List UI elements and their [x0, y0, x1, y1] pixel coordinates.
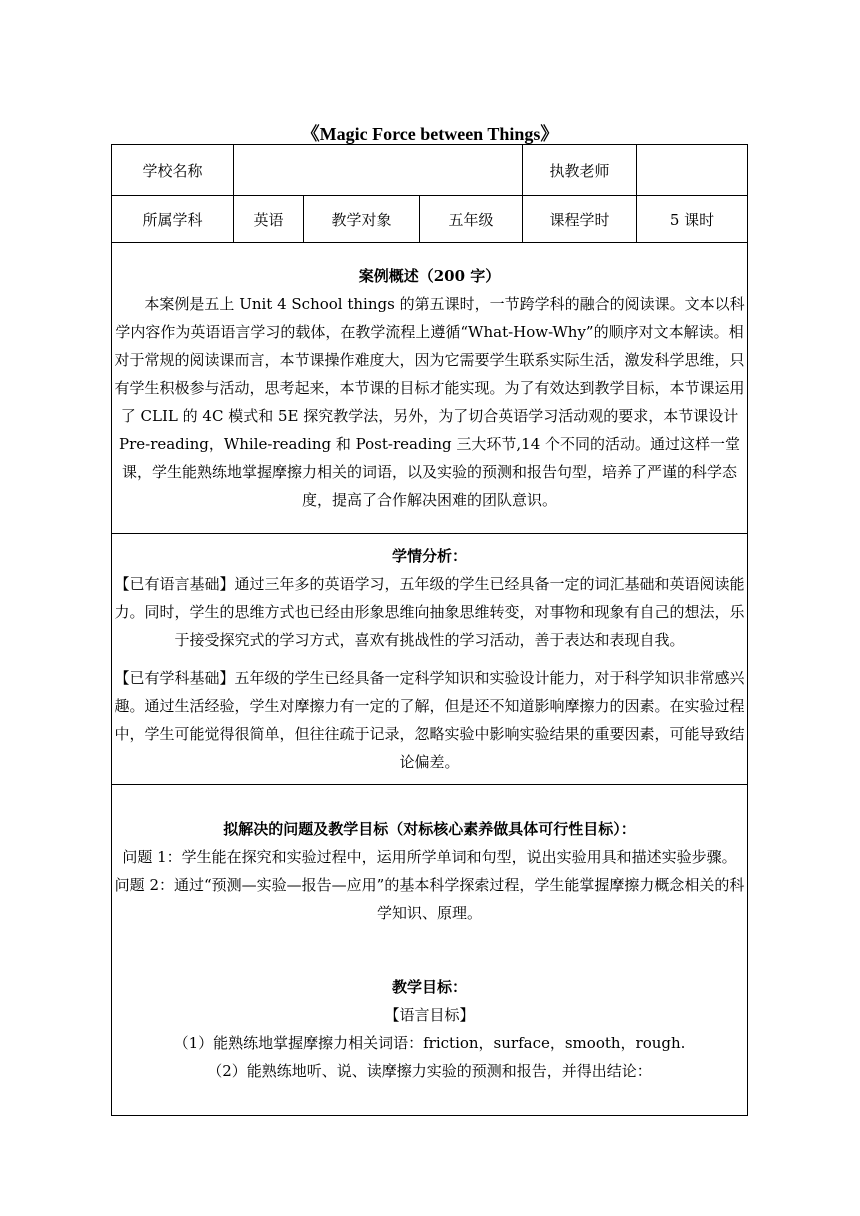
- overview-heading: 案例概述（200 字）: [358, 267, 501, 285]
- teacher-label: 执教老师: [523, 145, 637, 196]
- audience-value: 五年级: [420, 196, 523, 243]
- hours-value: 5 课时: [637, 196, 748, 243]
- school-label: 学校名称: [112, 145, 234, 196]
- hours-label: 课程学时: [523, 196, 637, 243]
- analysis-cell: [112, 534, 748, 785]
- objectives-heading: 教学目标：: [392, 978, 468, 996]
- language-objectives-heading: 【语言目标】: [384, 1006, 475, 1024]
- goals-heading: 拟解决的问题及教学目标（对标核心素养做具体可行性目标）：: [223, 820, 636, 838]
- overview-row: [112, 243, 748, 534]
- objective-item-1: （1）能熟练地掌握摩擦力相关词语：friction，surface，smooth，rough.: [173, 1034, 686, 1052]
- analysis-subject-basis: 【已有学科基础】五年级的学生已经具备一定科学知识和实验设计能力，对于科学知识非常感兴趣。通过生活经验，学生对摩擦力有一定的了解，但是还不知道影响摩擦力的因素。在实验过程中，学生可能觉得很简单，但往往疏于记录，忽略实验中影响实验结果的重要因素，可能导致结论偏差。: [114, 669, 745, 771]
- teacher-value[interactable]: [637, 145, 748, 196]
- subject-row: [112, 196, 748, 243]
- subject-label: 所属学科: [112, 196, 234, 243]
- problem-2: 问题 2：通过“预测—实验—报告—应用”的基本科学探索过程，学生能掌握摩擦力概念相关的科学知识、原理。: [114, 876, 745, 922]
- subject-value: 英语: [234, 196, 304, 243]
- analysis-row: [112, 534, 748, 785]
- document-title: 《Magic Force between Things》: [301, 124, 559, 144]
- goals-row: [112, 785, 748, 1116]
- overview-cell: [112, 243, 748, 534]
- overview-body: 本案例是五上 Unit 4 School things 的第五课时，一节跨学科的融合的阅读课。文本以科学内容作为英语语言学习的载体，在教学流程上遵循“What-How-Why”的顺序对文本解读。相对于常规的阅读课而言，本节课操作难度大，因为它需要学生联系实际生活，激发科学思维，只有学生积极参与活动，思考起来，本节课的目标才能实现。为了有效达到教学目标，本节课运用了 CLIL 的 4C 模式和 5E 探究教学法，另外，为了切合英语学习活动观的要求，本节课设计 Pre-reading，While-reading 和 Post-reading 三大环节,14 个不同的活动。通过这样一堂课，学生能熟练地掌握摩擦力相关的词语，以及实验的预测和报告句型，培养了严谨的科学态度，提高了合作解决困难的团队意识。: [114, 295, 745, 509]
- analysis-heading: 学情分析：: [392, 547, 468, 565]
- school-row: [112, 145, 748, 196]
- audience-label: 教学对象: [304, 196, 420, 243]
- school-value[interactable]: [234, 145, 523, 196]
- analysis-language-basis: 【已有语言基础】通过三年多的英语学习，五年级的学生已经具备一定的词汇基础和英语阅读能力。同时，学生的思维方式也已经由形象思维向抽象思维转变，对事物和现象有自己的想法，乐于接受探究式的学习方式，喜欢有挑战性的学习活动，善于表达和表现自我。: [114, 575, 745, 649]
- problem-1: 问题 1：学生能在探究和实验过程中，运用所学单词和句型，说出实验用具和描述实验步骤。: [122, 848, 737, 866]
- lesson-plan-table: [111, 144, 748, 1116]
- objective-item-2: （2）能熟练地听、说、读摩擦力实验的预测和报告，并得出结论：: [207, 1062, 652, 1080]
- goals-cell: [112, 785, 748, 1116]
